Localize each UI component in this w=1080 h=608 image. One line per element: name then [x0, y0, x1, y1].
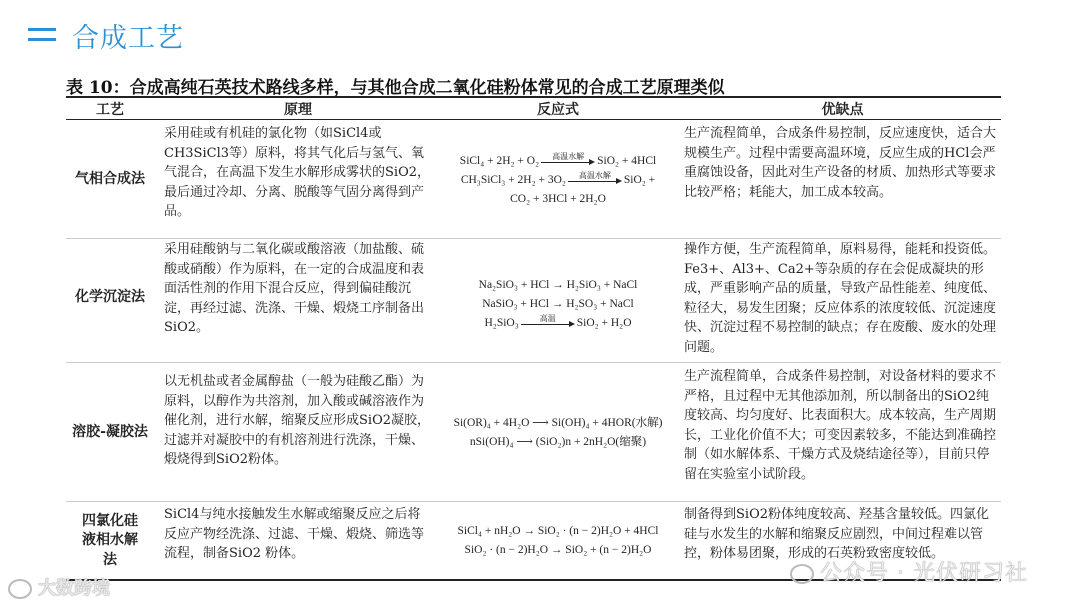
equation-line: SiCl₄ + 2H₂ + O₂ 高温水解 SiO₂ + 4HCl — [459, 151, 657, 167]
column-header-pros-cons: 优缺点 — [821, 102, 864, 118]
process-name: 溶胶-凝胶法 — [72, 424, 148, 441]
pros-cons-text: 制备得到SiO2粉体纯度较高、羟基含量较低。四氯化硅与水发生的水解和缩聚反应剧烈，中间过程难以管控，粉体易团聚，形成的石英粉致密度较低。 — [684, 507, 989, 562]
process-name: 化学沉淀法 — [75, 289, 145, 306]
equation-line: NaSiO₃ + HCl → H₂SO₃ + NaCl — [482, 297, 634, 310]
watermark-right: 公众号 · 光伏研习社 — [790, 556, 1028, 587]
table-caption: 表 10：合成高纯石英技术路线多样，与其他合成二氧化硅粉体常见的合成工艺原理类似 — [66, 78, 725, 98]
equation-line: SiCl₄ + nH₂O → SiO₂ · (n − 2)H₂O + 4HCl — [457, 525, 659, 537]
principle-text: 采用硅酸钠与二氧化碳或酸溶液（加盐酸、硫酸或硝酸）作为原料，在一定的合成温度和表面活性剂的作用下混合反应，得到偏硅酸沉淀，再经过滤、洗涤、干燥、煅烧工序制备出SiO2。 — [164, 242, 425, 336]
reaction-equations — [438, 367, 678, 499]
equation-line: SiO₂ · (n − 2)H₂O → SiO₂ + (n − 2)H₂O — [464, 544, 652, 556]
reaction-equations — [438, 246, 678, 362]
pros-cons-text: 生产流程简单，合成条件易控制，对设备材料的要求不严格，且过程中无其他添加剂，所以制备出的SiO2纯度较高、均匀度好、比表面积大。成本较高，生产周期长，工业化价值不大；可变因素较多，不能达到准确控制（如水解体系、干燥方式及烧结途径等），目前只停留在实验室小试阶段。 — [684, 369, 997, 482]
equation-line: CO₂ + 3HCl + 2H₂O — [510, 192, 606, 205]
reaction-equations — [438, 503, 678, 579]
table-top-rule — [66, 96, 1001, 98]
row-separator — [66, 501, 1001, 502]
equation-line: nSi(OH)₄ ⟶ (SiO₂)n + 2nH₂O(缩聚) — [469, 436, 647, 448]
pros-cons-text: 操作方便，生产流程简单，原料易得，能耗和投资低。Fe3+、Al3+、Ca2+等杂质的存在会促成凝块的形成，严重影响产品的质量，导致产品性能差、纯度低、粒径大，易发生团聚；反应体系的浓度较低、沉淀速度快、沉淀过程不易控制的缺点；存在废酸、废水的处理问题。 — [684, 242, 997, 355]
table-header-rule — [66, 119, 1001, 120]
column-header-principle: 原理 — [284, 102, 312, 118]
wechat-icon — [790, 564, 814, 584]
principle-text: 采用硅或有机硅的氯化物（如SiCl4或CH3SiCl3等）原料，将其气化后与氢气、氧气混合，在高温下发生水解形成雾状的SiO2，最后通过冷却、分离、脱酸等气固分离得到产品。 — [164, 126, 430, 220]
reaction-arrow-icon: 高温 — [521, 318, 575, 328]
process-name: 四氯化硅液相水解法 — [82, 512, 138, 568]
table-row — [66, 240, 1001, 376]
row-separator — [66, 362, 1001, 363]
table-row — [66, 367, 1001, 499]
watermark-left: 大数跨境 — [8, 574, 110, 600]
equation-line: CH₃SiCl₃ + 2H₂ + 3O₂ 高温水解 SiO₂ + — [460, 170, 656, 186]
section-title: 合成工艺 — [72, 22, 184, 54]
table-row — [66, 124, 1001, 236]
equation-line: Si(OR)₄ + 4H₂O ⟶ Si(OH)₄ + 4HOR(水解) — [453, 417, 663, 429]
logo-icon — [8, 579, 32, 599]
equation-line: H₂SiO₃ 高温 SiO₂ + H₂O — [484, 313, 632, 329]
reaction-arrow-icon: 高温水解 — [541, 156, 595, 166]
principle-text: 以无机盐或者金属醇盐（一般为硅酸乙酯）为原料，以醇作为共溶剂，加入酸或碱溶液作为催化剂，进行水解，缩聚反应形成SiO2凝胶，过滤并对凝胶中的有机溶剂进行洗涤，干燥、煅烧得到SiO2粉体。 — [164, 374, 430, 468]
row-separator — [66, 238, 1001, 239]
reaction-arrow-icon: 高温水解 — [568, 175, 622, 185]
column-header-process: 工艺 — [96, 102, 124, 118]
menu-icon — [28, 28, 56, 42]
equation-line: Na₂SiO₃ + HCl → H₂SiO₃ + NaCl — [478, 278, 638, 291]
reaction-equations — [438, 124, 678, 236]
process-name: 气相合成法 — [75, 171, 145, 188]
pros-cons-text: 生产流程简单，合成条件易控制，反应速度快，适合大规模生产。过程中需要高温环境，反应生成的HCl会严重腐蚀设备，因此对生产设备的材质、加热形式等要求比较严格；耗能大，加工成本较高。 — [684, 126, 997, 200]
principle-text: SiCl4与纯水接触发生水解或缩聚反应之后将反应产物经洗涤、过滤、干燥、煅烧、筛选等流程，制备SiO2 粉体。 — [164, 507, 425, 562]
column-header-equation: 反应式 — [537, 102, 579, 118]
section-header — [28, 18, 184, 52]
